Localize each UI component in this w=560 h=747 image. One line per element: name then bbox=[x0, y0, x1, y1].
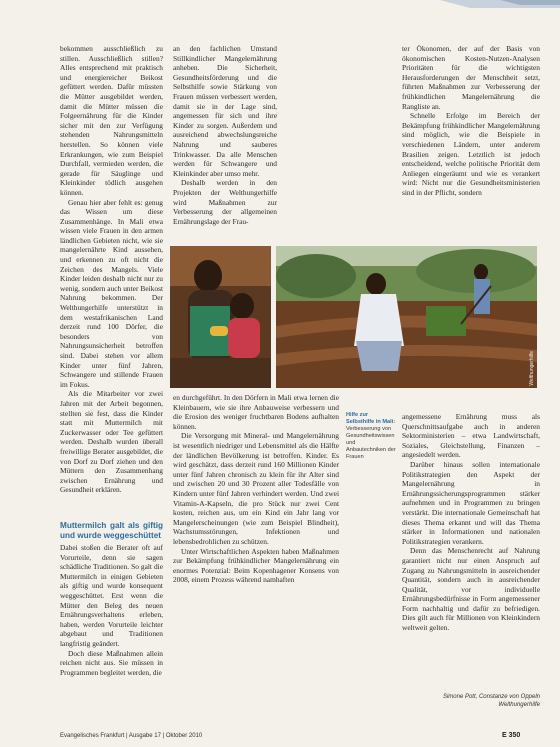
photo-caption bbox=[346, 412, 396, 461]
paragraph: Dabei stoßen die Berater oft auf Vorurteile, denn sie sagen schädliche Traditionen. So galt die Muttermilch in einigen Gebieten als giftig und wurde konsequent weggeschüttet. Erst wenn die Mütter den Beleg des neuen Ernährungsverhaltens erleben, haben, werden Vorurteile leichter abgebaut und Traditionen langfristig geändert. bbox=[60, 543, 163, 648]
byline-authors: Simone Pott, Constanze von Oppeln bbox=[442, 694, 540, 700]
byline-org: Welthungerhilfe bbox=[498, 701, 540, 708]
column-3-lower bbox=[402, 412, 540, 690]
paragraph: Darüber hinaus sollen internationale Politikstrategien den Aspekt der Mangelernährung in Ernährungssicherungsprogrammen stärker aufnehmen und in Programmen zu bringen verstärkt. Die internationale Gemeinschaft hat dieses Thema erkannt und will das Thema stärker in Informationen und nationalen Politikstrategien verankern. bbox=[402, 459, 540, 546]
photo-mother-child bbox=[170, 246, 271, 388]
paragraph: Denn das Menschenrecht auf Nahrung garantiert nicht nur einen Anspruch auf Zugang zu Nahrungsmitteln in ausreichender Quantität, sondern auch in ausreichender Qualität, vor individuelle Ernährungsbedürfnisse in Form angemessener Form nachhaltig und dafür zu befriedigen. Dies gilt auch für Millionen von Kleinkindern weltweit gelten. bbox=[402, 546, 540, 633]
photo-field-work bbox=[276, 246, 537, 388]
page-number: E 350 bbox=[502, 732, 521, 739]
column-1 bbox=[60, 44, 163, 514]
column-3-upper bbox=[402, 44, 540, 242]
paragraph: Schnelle Erfolge im Bereich der Bekämpfung frühkindlicher Mangelernährung sind möglich, wie die Beispiele in verschiedenen Ländern, unter anderem Brasilien zeigen. Letztlich ist jedoch entscheidend, welche politische Priorität dem Anliegen eingeräumt und wie es verankert wird: Nicht nur die Gesundheitsministerien sind in der Pflicht, sondern bbox=[402, 111, 540, 197]
caption-title: Hilfe zur Selbsthilfe in Mali: bbox=[346, 412, 396, 425]
paragraph: Deshalb werden in den Projekten der Welthungerhilfe wird Maßnahmen zur Verbesserung der allgemeinen Ernährungslage der Frau- bbox=[173, 178, 277, 226]
paragraph: Genau hier aber fehlt es: genug das Wissen um diese Zusammenhänge. In Mali etwa wissen viele Frauen in den armen ländlichen Gebieten nicht, wie sie mangelernährte Kind aussehen, und erkennen zu oft nicht die Zeichen des Mangels. Viele Kinder leiden deshalb nicht nur zu wenig, sondern auch unter Beikost Nahrung bekommen. Der Welthungerhilfe unterstützt in dem westafrikanischen Land derzeit rund 100 Dörfer, die besonders von Nahrungsunsicherheit betroffen sind. Dabei stehen vor allem Kinder unter fünf Jahren, Schwangere und stillende Frauen im Fokus. bbox=[60, 197, 163, 389]
column-2-upper bbox=[173, 44, 277, 242]
column-2-lower bbox=[173, 393, 339, 731]
byline bbox=[440, 694, 540, 709]
footer-publication: Evangelisches Frankfurt | Ausgabe 17 | Oktober 2010 bbox=[60, 733, 203, 739]
paragraph: bekommen ausschließlich zu stillen. Ausschließlich stillen? Alles entsprechend mit praktisch und energiereicher Beikost gefüttert werden. Dafür müssten die Mütter ausgebildet werden, damit die Mütter müssen die Folgeernährung für die Kinder sicher mit den zur Verfügung stehenden Nahrungsmitteln herstellen. So können viele Erkrankungen, wie zum Beispiel Durchfall, vermieden werden, die gerade für Säuglinge und Kleinkinder tödlich ausgehen können. bbox=[60, 44, 163, 197]
paragraph: Unter Wirtschaftlichen Aspekten haben Maßnahmen zur Bekämpfung frühkindlicher Mangelernährung ein enormes Potenzial: Beim Kopenhagener Konsens von 2008, einem Prozess während namhaften bbox=[173, 546, 339, 585]
paragraph: ter Ökonomen, der auf der Basis von ökonomischen Kosten-Nutzen-Analysen Prioritäten für die wichtigsten Herausforderungen der Menschheit setzt, führten Maßnahmen zur Verbesserung der frühkindlichen Mangelernährung die Rangliste an. bbox=[402, 44, 540, 111]
paragraph: Die Versorgung mit Mineral- und Mangelernährung ist wesentlich niedriger und Lebensmittel als die Hälfte der ländlichen Bevölkerung ist betroffen. Kinder. Es wird geschätzt, dass derzeit rund 160 Millionen Kinder unter fünf Jahren chronisch zu klein für ihr Alter sind und zwischen 20 und 30 Prozent aller Todesfälle von Kindern unter fünf Jahren verhindert werden. Und zwei Vitamin-A-Kapseln, die pro Stück nur zwei Cent kosten, reichen aus, um ein Kind ein Jahr lang vor Mangelerscheinungen (wie zum Beispiel Blindheit), Wachstumsstörungen, Infektionen und lebensbedrohlichen zu schützen. bbox=[173, 431, 339, 546]
paragraph: an den fachlichen Umstand Stillkindlicher Mangelernährung anheben. Die Sicherheit, Gesundheitsförderung und die Selbsthilfe sowie Stärkung von Frauen müssen verbessert werden, damit sie in der Lage sind, angemessen für sich und ihre Kinder zu sorgen. Außerdem und ausreichend abwechslungsreiche Nahrung und sauberes Trinkwasser. Da alle Menschen werden für Schwangere und Kleinkinder aber umso mehr. bbox=[173, 44, 277, 178]
column-1-lower bbox=[60, 517, 163, 729]
caption-body: Verbesserung von Gesundheitswissen und Anbautechniken der Frauen bbox=[346, 426, 396, 460]
photo-credit: Welthungerhilfe bbox=[529, 351, 535, 386]
paragraph: en durchgeführt. In den Dörfern in Mali etwa lernen die Kleinbauern, wie sie ihre Anbauweise verbessern und die Erosion des weniger fruchtbaren Bodens aufhalten können. bbox=[173, 393, 339, 431]
paragraph: Als die Mitarbeiter vor zwei Jahren mit der Arbeit begonnen, stellten sie fest, dass die Kinder statt mit Muttermilch mit Zuckerwasser oder Tee gefüttert werden. Deshalb wurden überall freiwillige Berater ausgebildet, die von Dorf zu Dorf ziehen und den Müttern den Zusammenhang zwischen Ernährung und Gesundheit erklären. bbox=[60, 389, 163, 495]
section-subhead: Muttermilch galt als giftig und wurde weggeschüttet bbox=[60, 521, 163, 540]
paragraph: angemessene Ernährung muss als Querschnittsaufgabe auch in anderen Sektorministerien – etwa Landwirtschaft, Soziales, Gleichstellung, Finanzen – angesiedelt werden. bbox=[402, 412, 540, 460]
corner-graphic bbox=[410, 0, 560, 8]
paragraph: Doch diese Maßnahmen allein reichen nicht aus. Sie müssen in Programmen begleitet werden, die bbox=[60, 648, 163, 677]
